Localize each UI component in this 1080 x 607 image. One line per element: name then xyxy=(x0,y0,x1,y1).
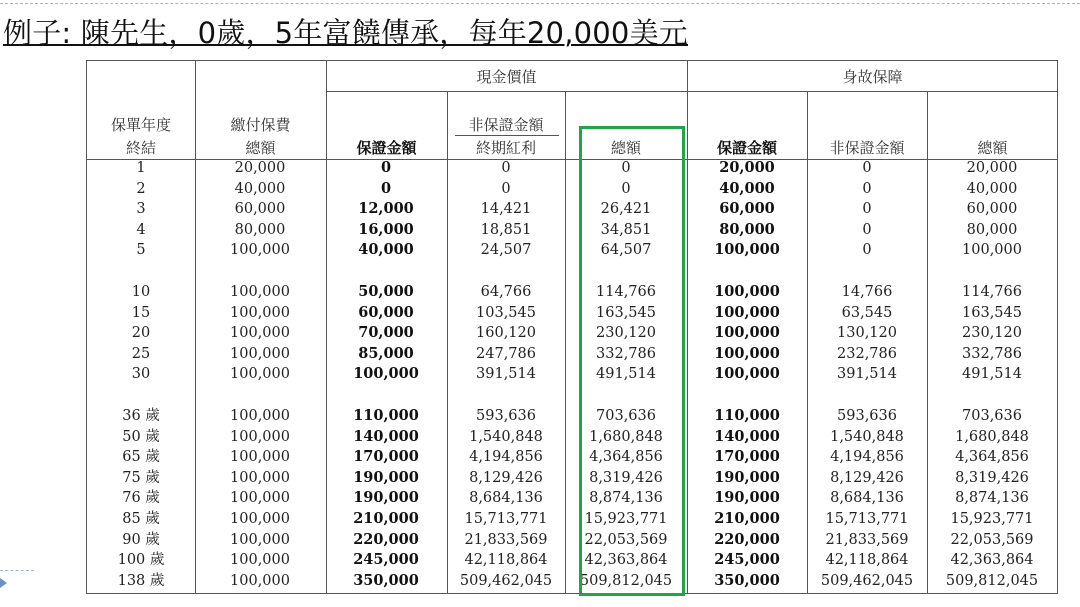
cell-death-nonguaranteed: 593,636 xyxy=(837,408,897,424)
cell-premium-total: 100,000 xyxy=(230,304,290,321)
cell-policy-year: 20 xyxy=(131,325,151,342)
cell-death-nonguaranteed: 232,786 xyxy=(837,345,897,362)
cell-cash-guaranteed: 60,000 xyxy=(358,303,414,321)
cell-death-nonguaranteed: 509,462,045 xyxy=(820,572,914,589)
cell-cash-nonguaranteed: 24,507 xyxy=(480,242,532,259)
cell-cash-guaranteed: 0 xyxy=(380,159,392,176)
cell-premium-total: 100,000 xyxy=(230,284,290,300)
cash-total-highlight-box xyxy=(579,126,685,596)
header-death-guaranteed: 保證金額 xyxy=(716,139,777,157)
cell-policy-year: 75 歲 xyxy=(122,469,160,486)
cell-death-nonguaranteed: 0 xyxy=(862,221,872,238)
cell-death-total: 114,766 xyxy=(962,284,1022,300)
cell-policy-year: 30 xyxy=(131,366,151,383)
cell-cash-total: 230,120 xyxy=(596,325,656,342)
cell-policy-year: 85 歲 xyxy=(122,511,160,527)
cell-premium-total: 100,000 xyxy=(230,572,290,589)
cell-cash-nonguaranteed: 0 xyxy=(501,160,511,176)
cell-premium-total: 100,000 xyxy=(230,428,290,445)
cell-death-guaranteed: 100,000 xyxy=(714,365,780,383)
cell-policy-year: 138 歲 xyxy=(117,572,165,589)
cell-death-guaranteed: 220,000 xyxy=(714,530,780,548)
cell-death-nonguaranteed: 0 xyxy=(862,201,872,218)
cell-death-nonguaranteed: 42,118,864 xyxy=(825,552,909,569)
cell-cash-nonguaranteed: 160,120 xyxy=(476,325,536,342)
cell-premium-total: 100,000 xyxy=(230,345,290,362)
cell-cash-guaranteed: 40,000 xyxy=(358,241,414,259)
cell-cash-nonguaranteed: 15,713,771 xyxy=(464,511,548,527)
cell-policy-year: 2 xyxy=(136,180,146,197)
cell-death-guaranteed: 245,000 xyxy=(714,551,780,569)
cell-premium-total: 100,000 xyxy=(230,449,290,466)
header-death-benefit: 身故保障 xyxy=(842,68,903,86)
cell-premium-total: 100,000 xyxy=(230,490,290,507)
cell-death-total: 60,000 xyxy=(966,201,1018,218)
cell-premium-total: 100,000 xyxy=(230,511,290,527)
cell-death-guaranteed: 190,000 xyxy=(714,468,780,486)
cell-policy-year: 1 xyxy=(136,160,146,176)
cell-policy-year: 5 xyxy=(136,242,146,259)
cell-death-total: 22,053,569 xyxy=(950,531,1034,548)
cell-cash-total: 42,363,864 xyxy=(584,552,668,569)
cell-death-nonguaranteed: 4,194,856 xyxy=(830,449,904,466)
header-cash-total: 總額 xyxy=(610,139,641,157)
cell-death-guaranteed: 210,000 xyxy=(714,510,780,527)
cell-cash-total: 114,766 xyxy=(596,284,656,300)
cell-death-guaranteed: 100,000 xyxy=(714,324,780,342)
cell-death-total: 42,363,864 xyxy=(950,552,1034,569)
cell-death-nonguaranteed: 0 xyxy=(862,242,872,259)
cell-death-nonguaranteed: 14,766 xyxy=(841,284,893,300)
cell-death-nonguaranteed: 1,540,848 xyxy=(830,428,904,445)
cell-cash-total: 163,545 xyxy=(596,304,656,321)
cell-death-total: 332,786 xyxy=(962,345,1022,362)
cell-policy-year: 25 xyxy=(131,345,151,362)
cell-cash-nonguaranteed: 21,833,569 xyxy=(464,531,548,548)
cell-cash-nonguaranteed: 64,766 xyxy=(480,284,532,300)
header-cash-value: 現金價值 xyxy=(476,68,537,86)
cell-death-total: 163,545 xyxy=(962,304,1022,321)
cell-cash-guaranteed: 16,000 xyxy=(358,220,414,238)
cell-premium-total: 100,000 xyxy=(230,469,290,486)
cell-death-guaranteed: 40,000 xyxy=(719,179,775,197)
cell-death-guaranteed: 20,000 xyxy=(719,159,775,176)
cell-death-guaranteed: 140,000 xyxy=(714,427,780,445)
cell-death-nonguaranteed: 130,120 xyxy=(837,325,897,342)
cell-death-total: 15,923,771 xyxy=(950,511,1034,527)
cell-cash-guaranteed: 190,000 xyxy=(353,489,419,507)
cell-cash-nonguaranteed: 8,684,136 xyxy=(469,490,543,507)
cell-death-total: 40,000 xyxy=(966,180,1018,197)
cell-cash-total: 332,786 xyxy=(596,345,656,362)
cell-death-nonguaranteed: 8,129,426 xyxy=(830,469,904,486)
cell-premium-total: 100,000 xyxy=(230,325,290,342)
cell-death-guaranteed: 190,000 xyxy=(714,489,780,507)
cell-death-guaranteed: 60,000 xyxy=(719,200,775,218)
cell-cash-nonguaranteed: 18,851 xyxy=(480,221,532,238)
cell-cash-nonguaranteed: 14,421 xyxy=(480,201,532,218)
cell-death-guaranteed: 100,000 xyxy=(714,344,780,362)
cell-cash-guaranteed: 12,000 xyxy=(358,200,414,218)
cell-death-nonguaranteed: 8,684,136 xyxy=(830,490,904,507)
cell-cash-total: 15,923,771 xyxy=(584,511,668,527)
cell-death-total: 703,636 xyxy=(962,408,1022,424)
cell-cash-guaranteed: 170,000 xyxy=(353,448,419,466)
cell-cash-guaranteed: 350,000 xyxy=(353,571,419,589)
header-premium-total: 總額 xyxy=(245,139,276,157)
cell-death-total: 491,514 xyxy=(962,366,1022,383)
cell-cash-nonguaranteed: 42,118,864 xyxy=(464,552,548,569)
slide-top-dashed-line xyxy=(0,3,1080,4)
cell-policy-year: 90 歲 xyxy=(122,531,160,548)
cell-policy-year: 36 歲 xyxy=(122,408,160,424)
cell-cash-total: 34,851 xyxy=(600,221,652,238)
cell-cash-total: 0 xyxy=(621,180,631,197)
cell-policy-year: 15 xyxy=(131,304,151,321)
cell-death-total: 230,120 xyxy=(962,325,1022,342)
cell-policy-year: 4 xyxy=(136,221,146,238)
cell-death-nonguaranteed: 0 xyxy=(862,180,872,197)
cell-death-nonguaranteed: 391,514 xyxy=(837,366,897,383)
cell-cash-total: 8,319,426 xyxy=(589,469,663,486)
cell-policy-year: 3 xyxy=(136,201,146,218)
cell-death-guaranteed: 170,000 xyxy=(714,448,780,466)
cell-death-total: 509,812,045 xyxy=(945,572,1039,589)
cell-death-total: 80,000 xyxy=(966,221,1018,238)
cell-cash-total: 4,364,856 xyxy=(589,449,663,466)
cell-cash-guaranteed: 220,000 xyxy=(353,530,419,548)
cell-premium-total: 100,000 xyxy=(230,531,290,548)
cell-death-total: 8,319,426 xyxy=(955,469,1029,486)
header-cash-terminal-bonus: 終期紅利 xyxy=(475,139,536,157)
cell-cash-total: 22,053,569 xyxy=(584,531,668,548)
cell-death-guaranteed: 100,000 xyxy=(714,241,780,259)
header-divider xyxy=(326,91,1058,92)
cell-cash-nonguaranteed: 103,545 xyxy=(476,304,536,321)
cell-death-total: 1,680,848 xyxy=(955,428,1029,445)
cell-cash-total: 26,421 xyxy=(600,201,652,218)
cell-premium-total: 100,000 xyxy=(230,408,290,424)
cell-premium-total: 80,000 xyxy=(234,221,286,238)
cell-premium-total: 100,000 xyxy=(230,366,290,383)
slide-title: 例子: 陳先生，0歲，5年富饒傳承，每年20,000美元 xyxy=(3,16,688,50)
cell-premium-total: 20,000 xyxy=(234,160,286,176)
cell-cash-guaranteed: 85,000 xyxy=(358,344,414,362)
cell-premium-total: 100,000 xyxy=(230,552,290,569)
cell-death-guaranteed: 110,000 xyxy=(714,407,780,424)
cell-cash-nonguaranteed: 0 xyxy=(501,180,511,197)
cell-cash-nonguaranteed: 593,636 xyxy=(476,408,536,424)
cell-cash-guaranteed: 210,000 xyxy=(353,510,419,527)
cell-cash-total: 64,507 xyxy=(600,242,652,259)
cell-policy-year: 10 xyxy=(131,284,151,300)
cell-death-guaranteed: 80,000 xyxy=(719,220,775,238)
cell-policy-year: 76 歲 xyxy=(122,490,160,507)
subheader-underline xyxy=(455,135,559,136)
cell-cash-nonguaranteed: 1,540,848 xyxy=(469,428,543,445)
cell-cash-total: 0 xyxy=(621,160,631,176)
illustration-table xyxy=(86,60,1058,594)
cell-premium-total: 60,000 xyxy=(234,201,286,218)
header-cash-guaranteed: 保證金額 xyxy=(356,139,417,157)
cell-cash-guaranteed: 140,000 xyxy=(353,427,419,445)
cell-death-nonguaranteed: 0 xyxy=(862,160,872,176)
cell-cash-nonguaranteed: 509,462,045 xyxy=(459,572,553,589)
cell-cash-total: 8,874,136 xyxy=(589,490,663,507)
cell-policy-year: 65 歲 xyxy=(122,449,160,466)
cell-cash-guaranteed: 100,000 xyxy=(353,365,419,383)
header-death-total: 總額 xyxy=(977,139,1008,157)
cell-premium-total: 40,000 xyxy=(234,180,286,197)
col-divider xyxy=(927,91,928,593)
cell-cash-total: 703,636 xyxy=(596,408,656,424)
cell-death-nonguaranteed: 15,713,771 xyxy=(825,511,909,527)
cell-policy-year: 50 歲 xyxy=(122,428,160,445)
header-cash-nonguaranteed: 非保證金額 xyxy=(468,116,544,134)
cell-death-guaranteed: 100,000 xyxy=(714,303,780,321)
cell-death-total: 4,364,856 xyxy=(955,449,1029,466)
play-arrow-icon xyxy=(0,578,7,588)
cell-death-nonguaranteed: 63,545 xyxy=(841,304,893,321)
cell-cash-total: 1,680,848 xyxy=(589,428,663,445)
cell-death-total: 100,000 xyxy=(962,242,1022,259)
cell-cash-guaranteed: 0 xyxy=(380,179,392,197)
header-policy-year-end: 終結 xyxy=(125,139,156,157)
cell-cash-nonguaranteed: 247,786 xyxy=(476,345,536,362)
header-premium: 繳付保費 xyxy=(230,116,291,134)
cell-policy-year: 100 歲 xyxy=(117,552,165,569)
header-policy-year: 保單年度 xyxy=(110,116,171,134)
cell-cash-nonguaranteed: 391,514 xyxy=(476,366,536,383)
cell-death-guaranteed: 350,000 xyxy=(714,571,780,589)
header-death-nonguaranteed: 非保證金額 xyxy=(829,139,905,157)
cell-cash-total: 491,514 xyxy=(596,366,656,383)
cell-cash-nonguaranteed: 8,129,426 xyxy=(469,469,543,486)
cell-death-guaranteed: 100,000 xyxy=(714,283,780,300)
cell-cash-guaranteed: 190,000 xyxy=(353,468,419,486)
cell-cash-guaranteed: 70,000 xyxy=(358,324,414,342)
cell-cash-guaranteed: 110,000 xyxy=(353,407,419,424)
cell-death-nonguaranteed: 21,833,569 xyxy=(825,531,909,548)
cell-cash-total: 509,812,045 xyxy=(579,572,673,589)
cell-death-total: 20,000 xyxy=(966,160,1018,176)
cell-cash-nonguaranteed: 4,194,856 xyxy=(469,449,543,466)
slide-left-dashed-line xyxy=(0,570,34,571)
cell-cash-guaranteed: 50,000 xyxy=(358,283,414,300)
cell-premium-total: 100,000 xyxy=(230,242,290,259)
cell-cash-guaranteed: 245,000 xyxy=(353,551,419,569)
cell-death-total: 8,874,136 xyxy=(955,490,1029,507)
